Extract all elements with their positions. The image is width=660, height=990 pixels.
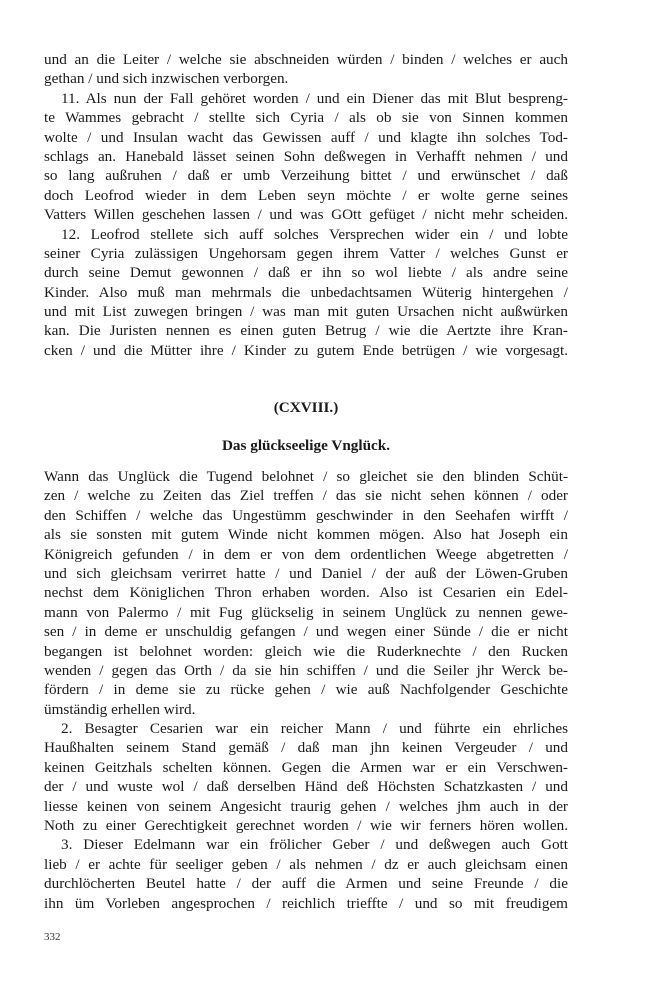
text-line: durch seine Demut gewonnen / daß er ihn so wol liebte / als andre seine [44, 264, 568, 282]
text-line: te Wammes gebracht / stellte sich Cyria / als ob sie von Sinnen kommen [44, 109, 568, 127]
text-line: seiner Cyria zulässigen Ungehorsam gegen ihrem Vatter / welches Gunst er [44, 244, 568, 262]
text-line: und sich gleichsam verirret hatte / und Daniel / der auß der Löwen-Gruben [44, 564, 568, 582]
text-line: kan. Die Juristen nennen es einen guten Betrug / wie die Aertzte ihre Kran- [44, 322, 568, 340]
text-line: liesse keinen von seinem Angesicht traurig gehen / welches jhm auch in der [44, 797, 568, 815]
text-line: wenden / gegen das Orth / da sie hin schiffen / und die Seiler jhr Werck be- [44, 661, 568, 679]
text-line: Vatters Willen geschehen lassen / und was GOtt gefüget / nicht mehr scheiden. [44, 206, 568, 224]
text-line: doch Leofrod wieder in dem Leben seyn möchte / er wolte gerne seines [44, 186, 568, 204]
text-line: Wann das Unglück die Tugend belohnet / so gleichet sie den blinden Schüt- [44, 468, 568, 485]
book-page [44, 44, 568, 944]
text-line: sen / in deme er unschuldig gefangen / und wegen einer Sünde / die er nicht [44, 623, 568, 641]
text-line: mann von Palermo / mit Fug glückselig in seinem Unglück zu nennen gewe- [44, 603, 568, 621]
text-line: nechst dem Königlichen Thron erhaben worden. Also ist Cesarien ein Edel- [44, 584, 568, 602]
text-line: so lang außruhen / daß er umb Verzeihung bittet / und erwünschet / daß [44, 167, 568, 185]
text-line: Königreich gefunden / in dem er von dem ordentlichen Weege abgetretten / [44, 545, 568, 563]
page-number: 332 [44, 931, 61, 943]
chapter-title: Das glückseelige Vnglück. [221, 437, 391, 454]
text-line: ümständig erhellen wird. [44, 700, 196, 718]
text-line: wolte / und Insulan wacht das Gewissen auff / und klagte ihn solches Tod- [44, 128, 568, 146]
text-line: als sie sonsten mit gutem Winde nicht kommen mögen. Also hat Joseph ein [44, 526, 568, 544]
paragraph-2-start: 2. Besagter Cesarien war ein reicher Mann / und führte ein ehrliches [61, 720, 568, 738]
text-line: den Schiffen / welche das Ungestümm geschwinder in den Seehafen wirfft / [44, 506, 568, 524]
text-line: cken / und die Mütter ihre / Kinder zu gutem Ende betrügen / wie vorgesagt. [44, 341, 568, 359]
text-line: Haußhalten seinem Stand gemäß / daß man jhn keinen Vergeuder / und [44, 739, 568, 757]
text-line: gethan / und sich inzwischen verborgen. [44, 70, 289, 88]
text-line: ihn üm Vorleben angesprochen / reichlich trieffte / und so mit freudigem [44, 894, 568, 912]
text-line: zen / welche zu Zeiten das Ziel treffen / das sie nicht sehen können / oder [44, 487, 568, 505]
paragraph-3-start: 3. Dieser Edelmann war ein frölicher Geber / und deßwegen auch Gott [61, 836, 568, 854]
chapter-number: (CXVIII.) [273, 399, 339, 416]
preceding-chapter-text [44, 50, 568, 360]
text-line: keinen Geitzhals schelten können. Gegen die Armen war er ein Verschwen- [44, 758, 568, 776]
paragraph-11-start: 11. Als nun der Fall gehöret worden / und ein Diener das mit Blut bespreng- [61, 89, 568, 107]
text-line: und mit List zuwegen bringen / was man mit guten Ursachen nicht außwürken [44, 303, 568, 321]
text-line: fördern / in deme sie zu rücke gehen / wie auß Nachfolgender Geschichte [44, 681, 568, 699]
text-line: und an die Leiter / welche sie abschneiden würden / binden / welches er auch [44, 51, 568, 68]
text-line: durchlöcherten Beutel hatte / der auff die Armen und seine Freunde / die [44, 875, 568, 893]
text-line: der / und wuste wol / daß derselben Händ deß Höchsten Schatzkasten / und [44, 778, 568, 796]
text-line: schlags an. Hanebald lässet seinen Sohn deßwegen in Verhafft nehmen / und [44, 147, 568, 165]
chapter-body-text [44, 467, 568, 913]
text-line: lieb / er achte für seeliger geben / als nehmen / dz er auch gleichsam einen [44, 855, 568, 873]
paragraph-12-start: 12. Leofrod stellete sich auff solches Versprechen wider ein / und lobte [61, 225, 568, 243]
text-line: Noth zu einer Gerechtigkeit gerechnet worden / wie wir ferners hören wollen. [44, 817, 568, 835]
text-line: Kinder. Also muß man mehrmals die unbedachtsamen Wüterig hintergehen / [44, 283, 568, 301]
text-line: begangen ist belohnet worden: gleich wie die Ruderknechte / den Rucken [44, 642, 568, 660]
